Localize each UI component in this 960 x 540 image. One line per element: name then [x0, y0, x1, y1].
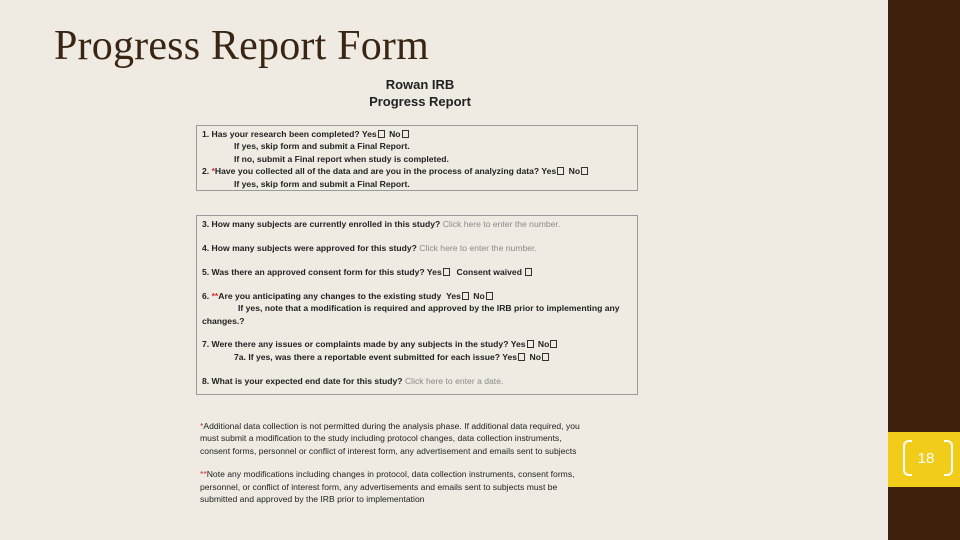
q6-note: If yes, note that a modification is required and approved by the IRB prior to implementing any: [238, 303, 620, 314]
questions-box-1: [196, 125, 638, 191]
questions-box-2: [196, 215, 638, 395]
form-heading: [195, 76, 645, 110]
q6-note-continued: changes.?: [202, 315, 245, 326]
q2-yes-note: If yes, skip form and submit a Final Report.: [234, 178, 410, 189]
q8-date-field[interactable]: Click here to enter a date.: [404, 375, 504, 386]
page-number: 18: [917, 450, 935, 467]
footnote-2: **Note any modifications including changes in protocol, data collection instruments, consent forms, personnel, or conflict of interest form, any advertisements and emails sent to subjects must be submitted and approved by the IRB prior to implementation: [200, 469, 575, 505]
question-4: 4. How many subjects were approved for this study? Click here to enter the number.: [202, 242, 537, 253]
q7a-yes-checkbox[interactable]: [518, 353, 525, 361]
question-1: 1. Has your research been completed? Yes No: [202, 128, 632, 140]
q6-no-checkbox[interactable]: [486, 292, 493, 300]
q4-number-field[interactable]: Click here to enter the number.: [419, 242, 537, 253]
q7a-no-checkbox[interactable]: [542, 353, 549, 361]
double-asterisk: **: [211, 290, 219, 301]
q5-waived-checkbox[interactable]: [525, 268, 532, 276]
question-2: 2. *Have you collected all of the data and are you in the process of analyzing data? Yes No: [202, 165, 632, 177]
asterisk: *: [211, 166, 215, 177]
q1-yes-checkbox[interactable]: [378, 130, 385, 138]
question-5: 5. Was there an approved consent form for this study? Yes Consent waived: [202, 266, 632, 278]
q7-no-checkbox[interactable]: [550, 340, 557, 348]
q6-yes-checkbox[interactable]: [462, 292, 469, 300]
q1-yes-note: If yes, skip form and submit a Final Report.: [234, 141, 410, 152]
question-6: 6. **Are you anticipating any changes to the existing study Yes No: [202, 290, 632, 302]
question-8: 8. What is your expected end date for this study? Click here to enter a date.: [202, 375, 504, 386]
question-7: 7. Were there any issues or complaints made by any subjects in the study? Yes No: [202, 338, 632, 350]
q5-yes-checkbox[interactable]: [443, 268, 450, 276]
right-bracket: [944, 440, 953, 476]
form-heading-line1: Rowan IRB: [385, 77, 455, 92]
q2-yes-checkbox[interactable]: [557, 167, 564, 175]
question-7a: 7a. If yes, was there a reportable event submitted for each issue? Yes No: [202, 351, 632, 363]
q1-no-note: If no, submit a Final report when study is completed.: [234, 153, 449, 164]
q2-no-checkbox[interactable]: [581, 167, 588, 175]
q3-number-field[interactable]: Click here to enter the number.: [442, 219, 561, 229]
q7-yes-checkbox[interactable]: [527, 340, 534, 348]
q1-no-checkbox[interactable]: [402, 130, 409, 138]
footnote-1: *Additional data collection is not permitted during the analysis phase. If additional data required, you must submit a modification to the study including protocol changes, data collection instruments, consent forms, personnel or conflict of interest form, any advertisement and emails sent to subjects: [200, 421, 580, 456]
slide-title: Progress Report Form: [54, 23, 429, 69]
footnotes: [200, 420, 630, 516]
question-3: 3. How many subjects are currently enrolled in this study? Click here to enter the number.: [202, 219, 561, 229]
form-heading-line2: Progress Report: [369, 94, 471, 109]
double-asterisk: **: [200, 469, 207, 480]
asterisk: *: [200, 421, 204, 431]
